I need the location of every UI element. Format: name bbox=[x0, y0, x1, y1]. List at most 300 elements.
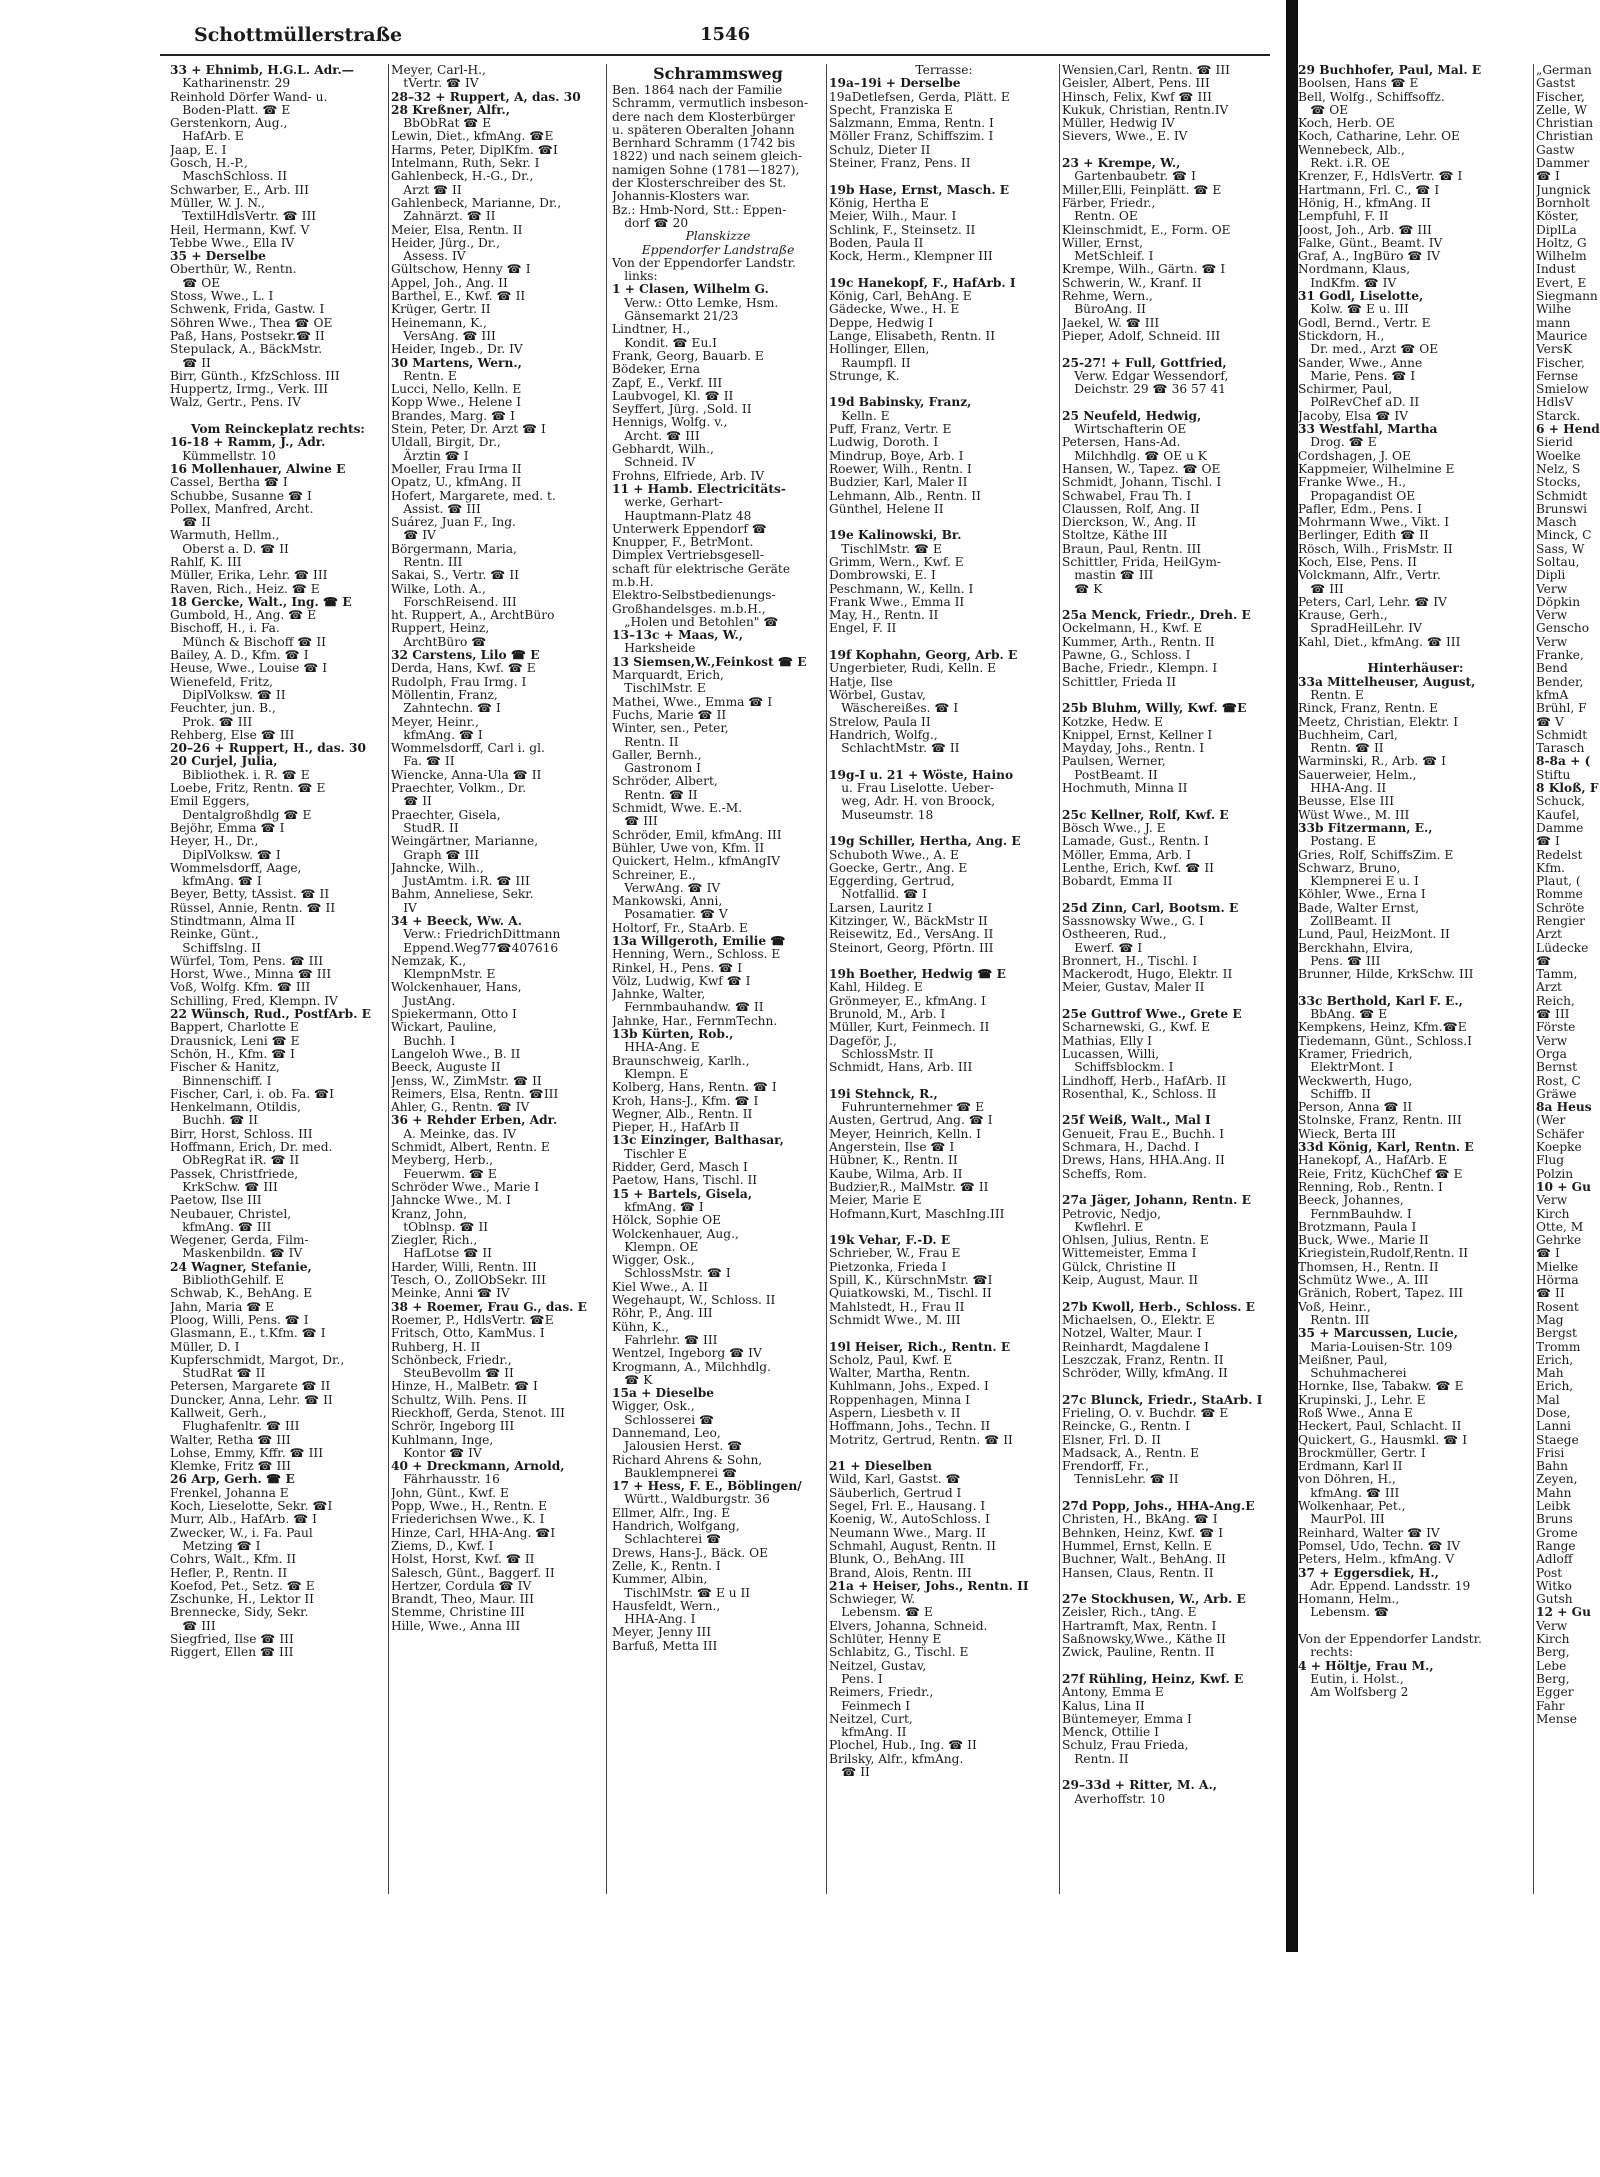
directory-line: Möller, Emma, Arb. I bbox=[1062, 847, 1192, 862]
directory-line: Genueit, Frau E., Buchh. I bbox=[1062, 1126, 1225, 1141]
directory-line: Koch, Else, Pens. II bbox=[1298, 554, 1417, 569]
directory-line: Ziegler, Rich., bbox=[391, 1233, 478, 1248]
directory-line: Adr. Eppend. Landsstr. 19 bbox=[1298, 1578, 1471, 1593]
directory-line: Gahlenbeck, Marianne, Dr., bbox=[391, 195, 562, 210]
directory-line: 13 Siemsen,W.,Feinkost ☎ E bbox=[612, 654, 807, 669]
directory-line: kfmAng. ☎ III bbox=[170, 1219, 272, 1234]
directory-line: Fernmbauhandw. ☎ II bbox=[612, 1000, 764, 1015]
directory-line: Hofmann,Kurt, MaschIng.III bbox=[829, 1206, 1005, 1221]
directory-line: Larsen, Lauritz I bbox=[829, 900, 933, 915]
directory-line: Würfel, Tom, Pens. ☎ III bbox=[170, 953, 324, 968]
directory-line bbox=[829, 1221, 1059, 1234]
directory-line: Weckwerth, Hugo, bbox=[1298, 1073, 1413, 1088]
directory-line: Rentn. III bbox=[1298, 1312, 1370, 1327]
directory-line: Cordshagen, J. OE bbox=[1298, 448, 1411, 463]
directory-line: A. Meinke, das. IV bbox=[391, 1126, 517, 1141]
directory-line: Börgermann, Maria, bbox=[391, 541, 517, 556]
directory-line bbox=[829, 1075, 1059, 1088]
directory-line: 10 + Gu bbox=[1536, 1179, 1591, 1194]
directory-line: Sassnowsky Wwe., G. I bbox=[1062, 914, 1204, 928]
directory-line: Neitzel, Curt, bbox=[829, 1711, 913, 1726]
directory-line: Lamade, Gust., Rentn. I bbox=[1062, 834, 1209, 849]
directory-line: 25f Weiß, Walt., Mal I bbox=[1062, 1113, 1211, 1128]
directory-line: ☎ I bbox=[1536, 1246, 1560, 1261]
directory-line: Kopp Wwe., Helene I bbox=[391, 395, 522, 410]
directory-line: Peters, Helm., kfmAng. V bbox=[1298, 1552, 1455, 1567]
directory-line: Arzt bbox=[1536, 927, 1562, 942]
directory-line: Möllentin, Franz, bbox=[391, 687, 498, 702]
directory-line: Ziems, D., Kwf. I bbox=[391, 1538, 494, 1553]
directory-line: König, Hertha E bbox=[829, 195, 929, 210]
directory-line: Münch & Bischoff ☎ II bbox=[170, 634, 326, 649]
directory-line: 33d König, Karl, Rentn. E bbox=[1298, 1140, 1474, 1155]
directory-line: Am Wolfsberg 2 bbox=[1298, 1685, 1409, 1700]
directory-line bbox=[829, 516, 1059, 529]
directory-line: Paulsen, Werner, bbox=[1062, 754, 1166, 769]
directory-line: 33a Mittelheuser, August, bbox=[1298, 674, 1476, 689]
directory-line: Uldall, Birgit, Dr., bbox=[391, 435, 501, 450]
directory-line: Kotzke, Hedw. E bbox=[1062, 714, 1164, 729]
directory-line: Ben. 1864 nach der Familie bbox=[612, 83, 783, 97]
directory-line: von Döhren, H., bbox=[1298, 1472, 1396, 1487]
directory-line: Dombrowski, E. I bbox=[829, 568, 936, 583]
directory-line: Goecke, Gertr., Ang. E bbox=[829, 860, 968, 875]
directory-line: Berg, bbox=[1536, 1671, 1570, 1686]
directory-line: Wolkenhaar, Pet., bbox=[1298, 1499, 1406, 1514]
directory-line bbox=[1062, 144, 1282, 157]
directory-line: 21a + Heiser, Johs., Rentn. II bbox=[829, 1578, 1029, 1593]
directory-line: Stindtmann, Alma II bbox=[170, 914, 295, 928]
directory-line: Müller, Hedwig IV bbox=[1062, 116, 1175, 131]
directory-line: Glasmann, E., t.Kfm. ☎ I bbox=[170, 1326, 326, 1341]
directory-line: 19h Boether, Hedwig ☎ E bbox=[829, 967, 1006, 982]
directory-line: Specht, Franziska E bbox=[829, 102, 954, 117]
directory-line: Fernse bbox=[1536, 368, 1579, 383]
directory-line: Gastst bbox=[1536, 76, 1576, 91]
directory-line: Elvers, Johanna, Schneid. bbox=[829, 1618, 988, 1633]
directory-line: Brunswi bbox=[1536, 501, 1588, 516]
directory-line: 36 + Rehder Erben, Adr. bbox=[391, 1113, 558, 1128]
directory-line: Lindhoff, Herb., HafArb. II bbox=[1062, 1073, 1227, 1088]
directory-line: kfmAng. ☎ I bbox=[170, 874, 262, 889]
directory-line: Mense bbox=[1536, 1711, 1578, 1726]
directory-line: Jalousien Herst. ☎ bbox=[612, 1439, 743, 1454]
directory-line: Person, Anna ☎ II bbox=[1298, 1100, 1413, 1115]
directory-line: Drausnick, Leni ☎ E bbox=[170, 1033, 300, 1048]
directory-line: Schön, H., Kfm. ☎ I bbox=[170, 1046, 295, 1061]
directory-line: Spill, K., KürschnMstr. ☎I bbox=[829, 1273, 993, 1288]
directory-line: Strelow, Paula II bbox=[829, 714, 931, 729]
directory-line: Steiner, Franz, Pens. II bbox=[829, 156, 971, 171]
directory-line: Knupper, F., BetrMont. bbox=[612, 535, 754, 550]
directory-line: Jahncke, Wilh., bbox=[391, 860, 484, 875]
directory-line: Bell, Wolfg., Schiffsoffz. bbox=[1298, 89, 1445, 104]
directory-line: Neitzel, Gustav, bbox=[829, 1658, 927, 1673]
directory-line: 19b Hase, Ernst, Masch. E bbox=[829, 182, 1010, 197]
directory-line: Homann, Helm., bbox=[1298, 1592, 1400, 1607]
directory-line: Post bbox=[1536, 1565, 1563, 1580]
directory-line: Spiekermann, Otto I bbox=[391, 1007, 517, 1022]
directory-line bbox=[829, 1327, 1059, 1340]
directory-line bbox=[1062, 995, 1282, 1008]
directory-line: 19k Vehar, F.-D. E bbox=[829, 1233, 951, 1248]
directory-line: Assist. ☎ III bbox=[391, 501, 481, 516]
directory-line: Wegehaupt, W., Schloss. II bbox=[612, 1293, 776, 1308]
directory-line: Schilling, Fred, Klempn. IV bbox=[170, 993, 338, 1008]
directory-line: Meißner, Paul, bbox=[1298, 1352, 1388, 1367]
directory-line: 32 Carstens, Lilo ☎ E bbox=[391, 648, 540, 663]
directory-line: 25e Guttrof Wwe., Grete E bbox=[1062, 1007, 1242, 1022]
directory-line: 6 + Hend bbox=[1536, 422, 1600, 437]
directory-line: Miller,Elli, Feinplätt. ☎ E bbox=[1062, 182, 1222, 197]
directory-line: Lindtner, H., bbox=[612, 322, 691, 337]
directory-line: m.b.H. bbox=[612, 574, 654, 589]
directory-line: 38 + Roemer, Frau G., das. E bbox=[391, 1299, 587, 1314]
directory-line: kfmA bbox=[1536, 687, 1569, 702]
directory-line: 33 + Ehnimb, H.G.L. Adr.— bbox=[170, 64, 354, 77]
directory-line: Möller Franz, Schiffszim. I bbox=[829, 129, 994, 144]
directory-line: Bade, Walter Ernst, bbox=[1298, 900, 1420, 915]
directory-line: Walz, Gertr., Pens. IV bbox=[170, 395, 301, 410]
directory-line: Lebe bbox=[1536, 1658, 1567, 1673]
directory-line: ☎ I bbox=[1536, 169, 1560, 184]
directory-line: Zahntechn. ☎ I bbox=[391, 701, 501, 716]
directory-line: Wolckenhauer, Hans, bbox=[391, 980, 522, 995]
directory-line: dorf ☎ 20 bbox=[612, 215, 689, 230]
directory-line: Brotzmann, Paula I bbox=[1298, 1219, 1417, 1234]
directory-line: Indust bbox=[1536, 262, 1576, 277]
directory-line: Schuboth Wwe., A. E bbox=[829, 847, 959, 862]
directory-line: Paß, Hans, Postsekr.☎ II bbox=[170, 328, 325, 343]
directory-line: PostBeamt. II bbox=[1062, 767, 1158, 782]
directory-line: 4 + Höltje, Frau M., bbox=[1298, 1658, 1434, 1673]
directory-line: Hinze, Carl, HHA-Ang. ☎I bbox=[391, 1525, 556, 1540]
directory-line: Walter, Retha ☎ III bbox=[170, 1432, 291, 1447]
directory-line: Renning, Rob., Rentn. I bbox=[1298, 1179, 1443, 1194]
directory-line: Galler, Bernh., bbox=[612, 747, 702, 762]
directory-line: Wüst Wwe., M. III bbox=[1298, 807, 1410, 822]
directory-line: tOblnsp. ☎ II bbox=[391, 1219, 489, 1234]
directory-line: Kwflehrl. E bbox=[1062, 1219, 1144, 1234]
directory-line: Dannemand, Leo, bbox=[612, 1425, 721, 1440]
directory-line: Meinke, Anni ☎ IV bbox=[391, 1286, 510, 1301]
directory-line: Damme bbox=[1536, 820, 1584, 835]
directory-line: Hönig, H., kfmAng. II bbox=[1298, 195, 1431, 210]
directory-line: Schubbe, Susanne ☎ I bbox=[170, 488, 312, 503]
directory-line: Verw.: Otto Lemke, Hsm. bbox=[612, 295, 779, 310]
directory-line: Brandes, Marg. ☎ I bbox=[391, 408, 515, 423]
directory-line: Smielow bbox=[1536, 382, 1589, 397]
directory-line: Michaelsen, O., Elektr. E bbox=[1062, 1312, 1215, 1327]
directory-line: Nemzak, K., bbox=[391, 953, 467, 968]
directory-line: SchlachtMstr. ☎ II bbox=[829, 741, 960, 756]
directory-line: Lebensm. ☎ bbox=[1298, 1605, 1390, 1620]
directory-line: MetSchleif. I bbox=[1062, 249, 1154, 264]
directory-line: Ludwig, Doroth. I bbox=[829, 435, 939, 450]
directory-line: Wäschereißes. ☎ I bbox=[829, 701, 959, 716]
directory-line: Schuck, bbox=[1536, 794, 1585, 809]
directory-line: Gränich, Robert, Tapez. III bbox=[1298, 1286, 1464, 1301]
directory-line: Beeck, Johannes, bbox=[1298, 1193, 1404, 1208]
directory-line: Drews, Hans-J., Bäck. OE bbox=[612, 1545, 768, 1560]
directory-line: Gänsemarkt 21/23 bbox=[612, 309, 739, 324]
directory-line: Kuhlmann, Johs., Exped. I bbox=[829, 1379, 989, 1394]
directory-line: Frenkel, Johanna E bbox=[170, 1485, 289, 1500]
directory-line: Jaekel, W. ☎ III bbox=[1062, 315, 1160, 330]
directory-line: Schwerin, W., Kranf. II bbox=[1062, 275, 1202, 290]
directory-line: Lehmann, Alb., Rentn. II bbox=[829, 488, 981, 503]
directory-line: Katharinenstr. 29 bbox=[170, 76, 291, 91]
directory-line: 25d Zinn, Carl, Bootsm. E bbox=[1062, 900, 1239, 915]
directory-line: Dose, bbox=[1536, 1405, 1571, 1420]
directory-line: Bergst bbox=[1536, 1326, 1577, 1341]
directory-line: 20 Curjel, Julia, bbox=[170, 754, 278, 769]
directory-line: Hochmuth, Minna II bbox=[1062, 781, 1188, 796]
directory-line: JustAmtm. i.R. ☎ III bbox=[391, 874, 530, 889]
directory-line: HdlsV bbox=[1536, 395, 1574, 410]
directory-line: 13c Einzinger, Balthasar, bbox=[612, 1133, 784, 1148]
directory-line: Otte, M bbox=[1536, 1219, 1584, 1234]
directory-line: Heyer, H., Dr., bbox=[170, 834, 259, 849]
directory-line: Rinkel, H., Pens. ☎ I bbox=[612, 960, 743, 975]
directory-line: Rentn. II bbox=[612, 734, 679, 749]
directory-line: BibliothGehilf. E bbox=[170, 1273, 285, 1288]
directory-line: Thomsen, H., Rentn. II bbox=[1298, 1259, 1439, 1274]
directory-line: Bibliothek. i. R. ☎ E bbox=[170, 767, 310, 782]
directory-line: Petersen, Margarete ☎ II bbox=[170, 1379, 331, 1394]
directory-line: Aspern, Liesbeth v. II bbox=[829, 1405, 961, 1420]
directory-line: Kahl, Diet., kfmAng. ☎ III bbox=[1298, 634, 1461, 649]
directory-line: Schuhmacherei bbox=[1298, 1366, 1407, 1381]
directory-line: 16 Mollenhauer, Alwine E bbox=[170, 461, 346, 476]
directory-line: Lanni bbox=[1536, 1419, 1571, 1434]
directory-line: 27b Kwoll, Herb., Schloss. E bbox=[1062, 1299, 1255, 1314]
directory-line: Kaube, Wilma, Arb. II bbox=[829, 1166, 963, 1181]
directory-line: Bailey, A. D., Kfm. ☎ I bbox=[170, 648, 309, 663]
directory-line: Stemme, Christine III bbox=[391, 1605, 525, 1620]
directory-line: 24 Wagner, Stefanie, bbox=[170, 1259, 312, 1274]
directory-line: Fuchs, Marie ☎ II bbox=[612, 707, 727, 722]
directory-line: Schrammsweg bbox=[653, 64, 783, 83]
directory-line: Dammer bbox=[1536, 156, 1590, 171]
directory-line: Wilke, Loth. A., bbox=[391, 581, 486, 596]
directory-line: Witko bbox=[1536, 1578, 1572, 1593]
directory-line: Sander, Wwe., Anne bbox=[1298, 355, 1423, 370]
directory-line: Paetow, Hans, Tischl. II bbox=[612, 1173, 758, 1188]
directory-line: Leszczak, Franz, Rentn. II bbox=[1062, 1352, 1224, 1367]
directory-line: 13b Kürten, Rob., bbox=[612, 1027, 734, 1042]
directory-line: Krause, Gerh., bbox=[1298, 608, 1388, 623]
directory-line: Brilsky, Alfr., kfmAng. bbox=[829, 1751, 964, 1766]
directory-line: Marie, Pens. ☎ I bbox=[1298, 368, 1416, 383]
directory-line: kfmAng. ☎ III bbox=[1298, 1485, 1400, 1500]
directory-line bbox=[1062, 689, 1282, 702]
directory-line: Stickdorn, H., bbox=[1298, 328, 1385, 343]
directory-line: Boden, Paula II bbox=[829, 235, 924, 250]
directory-line: 19i Stehnck, R., bbox=[829, 1086, 938, 1101]
directory-line: Masch bbox=[1536, 515, 1577, 530]
directory-line: Feuerwm. ☎ E bbox=[391, 1166, 497, 1181]
directory-line: Mielke bbox=[1536, 1259, 1579, 1274]
directory-line: kfmAng. II bbox=[829, 1725, 907, 1740]
directory-line: Bernst bbox=[1536, 1060, 1577, 1075]
directory-line: Christian bbox=[1536, 129, 1594, 144]
directory-line: Christen, H., BkAng. ☎ I bbox=[1062, 1512, 1218, 1527]
directory-line: Hauptmann-Platz 48 bbox=[612, 508, 752, 523]
directory-line: Färber, Friedr., bbox=[1062, 195, 1156, 210]
directory-line: ☎ K bbox=[1062, 581, 1103, 596]
directory-line: Feuchter, jun. B., bbox=[170, 701, 276, 716]
directory-line: ObRegRat iR. ☎ II bbox=[170, 1153, 300, 1168]
directory-line: Müller, D. I bbox=[170, 1339, 240, 1354]
directory-line: Rosenthal, K., Schloss. II bbox=[1062, 1086, 1217, 1101]
directory-line: Minck, C bbox=[1536, 528, 1592, 543]
directory-line bbox=[1062, 1580, 1282, 1593]
directory-line: Peschmann, W., Kelln. I bbox=[829, 581, 974, 596]
directory-line: Klempn. E bbox=[612, 1066, 689, 1081]
directory-line: der Klosterschreiber des St. bbox=[612, 176, 787, 191]
directory-line: Jahnke, Walter, bbox=[612, 987, 706, 1002]
directory-line: Bahn bbox=[1536, 1459, 1568, 1474]
directory-line: Peters, Carl, Lehr. ☎ IV bbox=[1298, 594, 1447, 609]
directory-line: HafArb. E bbox=[170, 129, 244, 144]
directory-line bbox=[829, 263, 1059, 276]
directory-line: TischlMstr. ☎ E u II bbox=[612, 1585, 751, 1600]
directory-line: Fritsch, Otto, KamMus. I bbox=[391, 1326, 545, 1341]
directory-line: Zeyen, bbox=[1536, 1472, 1578, 1487]
directory-line: Brunner, Hilde, KrkSchw. III bbox=[1298, 967, 1474, 982]
directory-line: 33 Westfahl, Martha bbox=[1298, 422, 1438, 437]
directory-line: Beusse, Else III bbox=[1298, 794, 1395, 809]
directory-line: 31 Godl, Liselotte, bbox=[1298, 289, 1424, 304]
directory-line: Pens. ☎ III bbox=[1298, 953, 1381, 968]
directory-line: Heinemann, K., bbox=[391, 315, 487, 330]
directory-line: Jacoby, Elsa ☎ IV bbox=[1298, 408, 1408, 423]
directory-line: Buchh. ☎ II bbox=[170, 1113, 258, 1128]
directory-line: ht. Ruppert, A., ArchtBüro bbox=[391, 608, 555, 623]
directory-line: Schmütz Wwe., A. III bbox=[1298, 1273, 1429, 1288]
directory-line: Flughafenltr. ☎ III bbox=[170, 1419, 300, 1434]
directory-line: 19e Kalinowski, Br. bbox=[829, 528, 962, 543]
directory-line: Krupinski, J., Lehr. E bbox=[1298, 1392, 1426, 1407]
column-2 bbox=[391, 64, 601, 1633]
directory-line: Loebe, Fritz, Rentn. ☎ E bbox=[170, 781, 326, 796]
directory-line: Arzt bbox=[1536, 980, 1562, 995]
directory-line: Schwenk, Frida, Gastw. I bbox=[170, 302, 325, 317]
directory-line: Wommelsdorff, Carl i. gl. bbox=[391, 741, 545, 756]
directory-line: Rehberg, Else ☎ III bbox=[170, 727, 295, 742]
directory-line: Barfuß, Metta III bbox=[612, 1638, 718, 1653]
directory-line: Graph ☎ III bbox=[391, 847, 480, 862]
directory-line: Gültschow, Henny ☎ I bbox=[391, 262, 531, 277]
directory-line: Bache, Friedr., Klempn. I bbox=[1062, 661, 1218, 676]
directory-line: Hefler, P., Rentn. II bbox=[170, 1565, 288, 1580]
directory-line: Keip, August, Maur. II bbox=[1062, 1273, 1199, 1288]
directory-line: Bejöhr, Emma ☎ I bbox=[170, 820, 285, 835]
directory-line: Kitzinger, W., BäckMstr II bbox=[829, 914, 988, 928]
directory-line: Milchhdlg. ☎ OE u K bbox=[1062, 448, 1207, 463]
directory-line: Sass, W bbox=[1536, 541, 1585, 556]
directory-line: Hinze, H., MalBetr. ☎ I bbox=[391, 1379, 538, 1394]
directory-line: Heil, Hermann, Kwf. V bbox=[170, 222, 310, 237]
directory-line: Quiatkowski, M., Tischl. II bbox=[829, 1286, 992, 1301]
directory-line: Falke, Günt., Beamt. IV bbox=[1298, 235, 1443, 250]
directory-line: Tebbe Wwe., Ella IV bbox=[170, 235, 295, 250]
directory-line: Schiffsblockm. I bbox=[1062, 1060, 1174, 1075]
directory-line: 25-27! + Full, Gottfried, bbox=[1062, 355, 1227, 370]
directory-line: 35 + Derselbe bbox=[170, 249, 266, 264]
directory-line: 1 + Clasen, Wilhelm G. bbox=[612, 282, 769, 297]
directory-line: Koefod, Pet., Setz. ☎ E bbox=[170, 1578, 315, 1593]
directory-line: ☎ II bbox=[170, 355, 211, 370]
directory-line: Murr, Alb., HafArb. ☎ I bbox=[170, 1512, 317, 1527]
directory-line: Mohrmann Wwe., Vikt. I bbox=[1298, 515, 1450, 530]
directory-line: Franke Wwe., H., bbox=[1298, 475, 1407, 490]
directory-line: Frendorff, Fr., bbox=[1062, 1459, 1149, 1474]
directory-line: Schlink, F., Steinsetz. II bbox=[829, 222, 976, 237]
directory-line: Heckert, Paul, Schlacht. II bbox=[1298, 1419, 1462, 1434]
directory-line: Behnken, Heinz, Kwf. ☎ I bbox=[1062, 1525, 1224, 1540]
directory-line: Scheffs, Rom. bbox=[1062, 1166, 1147, 1181]
directory-line: Hartramft, Max, Rentn. I bbox=[1062, 1618, 1217, 1633]
directory-line: Barthel, E., Kwf. ☎ II bbox=[391, 289, 526, 304]
directory-line: u. späteren Oberalten Johann bbox=[612, 122, 795, 137]
directory-line: Meier, Gustav, Maler II bbox=[1062, 980, 1205, 995]
directory-line: Hoffmann, Erich, Dr. med. bbox=[170, 1140, 333, 1155]
directory-line: Wegener, Gerda, Film- bbox=[170, 1233, 309, 1248]
directory-line: Harms, Peter, DiplKfm. ☎I bbox=[391, 142, 558, 157]
directory-line: Rentn. E bbox=[1298, 687, 1364, 702]
directory-line: Zapf, E., Verkf. III bbox=[612, 375, 723, 390]
directory-line: Antony, Emma E bbox=[1062, 1685, 1164, 1700]
directory-line: Evert, E bbox=[1536, 275, 1587, 290]
directory-line: Stocks, bbox=[1536, 475, 1581, 490]
directory-line: Volckmann, Alfr., Vertr. bbox=[1298, 568, 1441, 583]
directory-line: IndKfm. ☎ IV bbox=[1298, 275, 1397, 290]
directory-line: Förste bbox=[1536, 1020, 1576, 1035]
directory-line: 11 + Hamb. Electricitäts- bbox=[612, 481, 786, 496]
directory-line: Budzier, Karl, Maler II bbox=[829, 475, 968, 490]
directory-line: Soltau, bbox=[1536, 554, 1580, 569]
directory-line: ☎ IV bbox=[391, 528, 436, 543]
directory-line: Handrich, Wolfg., bbox=[829, 727, 938, 742]
directory-line: HHA-Ang. I bbox=[612, 1612, 696, 1627]
directory-line: Intelmann, Ruth, Sekr. I bbox=[391, 156, 540, 171]
directory-line: Ploog, Willi, Pens. ☎ I bbox=[170, 1312, 309, 1327]
directory-line: ElektrMont. I bbox=[1298, 1060, 1394, 1075]
directory-line: Krenzer, F., HdlsVertr. ☎ I bbox=[1298, 169, 1463, 184]
directory-line: 19c Hanekopf, F., HafArb. I bbox=[829, 275, 1016, 290]
directory-line: 40 + Dreckmann, Arnold, bbox=[391, 1459, 565, 1474]
directory-line: Bappert, Charlotte E bbox=[170, 1020, 299, 1035]
directory-line: Raven, Rich., Heiz. ☎ E bbox=[170, 581, 320, 596]
directory-line: Kondit. ☎ Eu.I bbox=[612, 335, 717, 350]
directory-line: Drog. ☎ E bbox=[1298, 435, 1377, 450]
directory-line: Reincke, G., Rentn. I bbox=[1062, 1419, 1190, 1434]
column-3 bbox=[612, 64, 824, 1653]
directory-line: Koenig, W., AutoSchloss. I bbox=[829, 1512, 990, 1527]
directory-line: IV bbox=[391, 900, 417, 915]
directory-line: Klempnerei E u. I bbox=[1298, 874, 1419, 889]
directory-line: Praechter, Volkm., Dr. bbox=[391, 781, 527, 796]
directory-line: Gumbold, H., Ang. ☎ E bbox=[170, 608, 317, 623]
directory-line: Schneid. IV bbox=[612, 455, 696, 470]
directory-line bbox=[1062, 1101, 1282, 1114]
directory-line: Ärztin ☎ I bbox=[391, 448, 469, 463]
directory-line: Oberst a. D. ☎ II bbox=[170, 541, 289, 556]
directory-line: 27f Rühling, Heinz, Kwf. E bbox=[1062, 1671, 1244, 1686]
directory-line: Ellmer, Alfr., Ing. E bbox=[612, 1505, 731, 1520]
